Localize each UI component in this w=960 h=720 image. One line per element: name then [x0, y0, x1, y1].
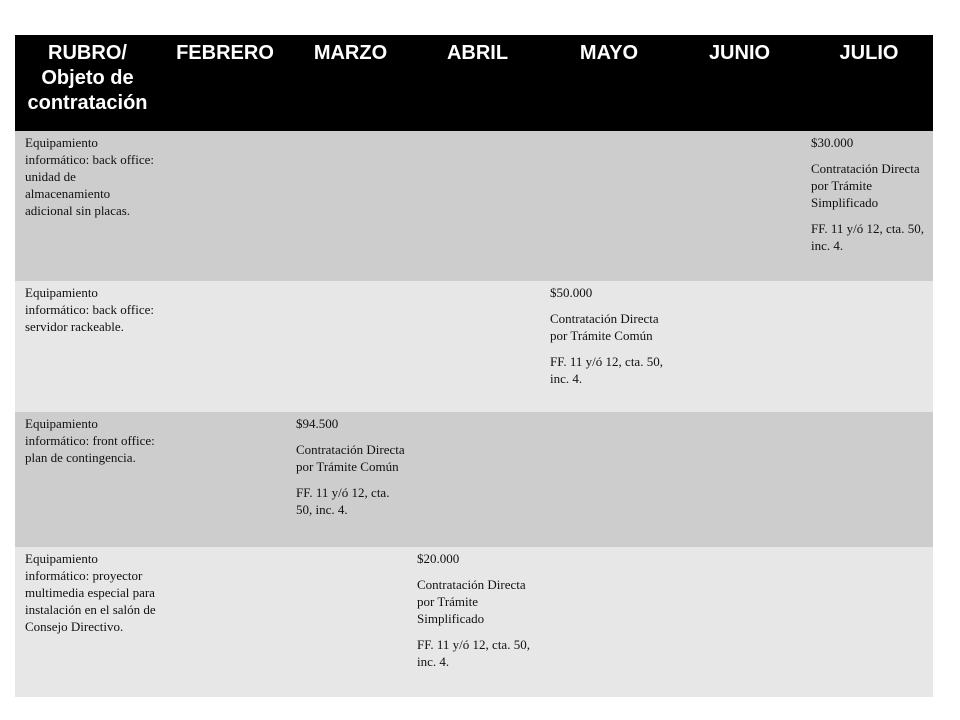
cell-abril — [411, 412, 544, 547]
amount: $20.000 — [417, 551, 460, 566]
header-row — [15, 35, 933, 131]
header-marzo: MARZO — [290, 35, 411, 131]
cell-abril — [411, 281, 544, 412]
table-row — [15, 131, 933, 281]
item-description: Equipamiento informático: back office: unidad de almacenamiento adicional sin placas. — [15, 131, 160, 281]
cell-febrero — [160, 412, 290, 547]
header-mayo: MAYO — [544, 35, 674, 131]
cell-mayo — [544, 281, 674, 412]
funding-source: FF. 11 y/ó 12, cta. 50, inc. 4. — [811, 221, 924, 253]
procurement-table — [15, 35, 933, 697]
cell-marzo — [290, 547, 411, 697]
cell-julio — [805, 547, 933, 697]
cell-junio — [674, 547, 805, 697]
header-febrero: FEBRERO — [160, 35, 290, 131]
header-abril: ABRIL — [411, 35, 544, 131]
cell-marzo — [290, 281, 411, 412]
amount: $30.000 — [811, 135, 854, 150]
amount: $50.000 — [550, 285, 593, 300]
procedure: Contratación Directa por Trámite Común — [550, 311, 659, 343]
cell-junio — [674, 281, 805, 412]
table-row — [15, 412, 933, 547]
header-junio: JUNIO — [674, 35, 805, 131]
cell-abril — [411, 547, 544, 697]
cell-mayo — [544, 131, 674, 281]
table-row — [15, 281, 933, 412]
cell-marzo — [290, 412, 411, 547]
header-rubro: RUBRO/ Objeto de contratación — [15, 35, 160, 131]
cell-mayo — [544, 412, 674, 547]
item-description: Equipamiento informático: back office: servidor rackeable. — [15, 281, 160, 412]
cell-mayo — [544, 547, 674, 697]
cell-abril — [411, 131, 544, 281]
procedure: Contratación Directa por Trámite Simplificado — [417, 577, 526, 626]
cell-febrero — [160, 131, 290, 281]
cell-julio — [805, 412, 933, 547]
procedure: Contratación Directa por Trámite Común — [296, 442, 405, 474]
table-row — [15, 547, 933, 697]
cell-marzo — [290, 131, 411, 281]
funding-source: FF. 11 y/ó 12, cta. 50, inc. 4. — [550, 354, 663, 386]
cell-febrero — [160, 281, 290, 412]
item-description: Equipamiento informático: proyector multimedia especial para instalación en el salón de Consejo Directivo. — [15, 547, 160, 697]
item-description: Equipamiento informático: front office: plan de contingencia. — [15, 412, 160, 547]
funding-source: FF. 11 y/ó 12, cta. 50, inc. 4. — [417, 637, 530, 669]
cell-julio — [805, 281, 933, 412]
cell-junio — [674, 412, 805, 547]
funding-source: FF. 11 y/ó 12, cta. 50, inc. 4. — [296, 485, 390, 517]
cell-junio — [674, 131, 805, 281]
cell-julio — [805, 131, 933, 281]
amount: $94.500 — [296, 416, 339, 431]
procurement-schedule — [15, 35, 933, 697]
procedure: Contratación Directa por Trámite Simplificado — [811, 161, 920, 210]
header-julio: JULIO — [805, 35, 933, 131]
cell-febrero — [160, 547, 290, 697]
